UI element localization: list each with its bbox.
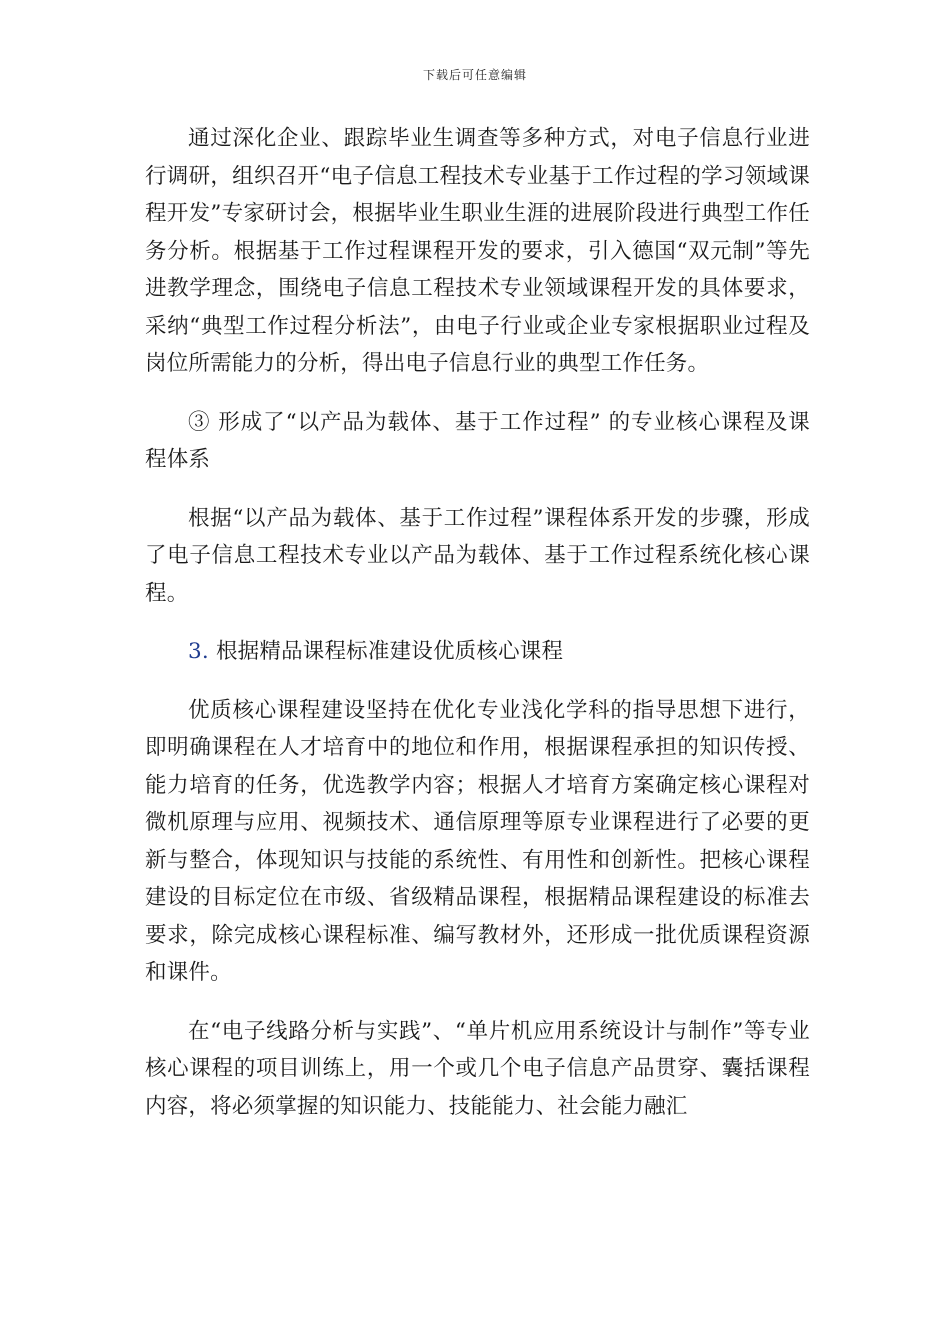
section-heading-text: 根据精品课程标准建设优质核心课程 <box>215 639 564 664</box>
paragraph-core-curriculum-item: ③ 形成了“以产品为载体、基于工作过程” 的专业核心课程及课程体系 <box>145 409 810 472</box>
paragraph-curriculum-system: 根据“以产品为载体、基于工作过程”课程体系开发的步骤，形成了电子信息工程技术专业以产品为载体、基于工作过程系统化核心课程。 <box>145 505 810 606</box>
paragraph-quality-courses: 优质核心课程建设坚持在优化专业浅化学科的指导思想下进行，即明确课程在人才培育中的地位和作用，根据课程承担的知识传授、能力培育的任务，优选教学内容；根据人才培育方案确定核心课程对微机原理与应用、视频技术、通信原理等原专业课程进行了必要的更新与整合，体现知识与技能的系统性、有用性和创新性。把核心课程建设的目标定位在市级、省级精品课程，根据精品课程建设的标准去要求，除完成核心课程标准、编写教材外，还形成一批优质课程资源和课件。 <box>145 697 810 985</box>
paragraph-project-training: 在“电子线路分析与实践”、“单片机应用系统设计与制作”等专业核心课程的项目训练上，用一个或几个电子信息产品贯穿、囊括课程内容，将必须掌握的知识能力、技能能力、社会能力融汇 <box>145 1018 810 1119</box>
page-header: 下载后可任意编辑 <box>422 68 527 82</box>
document-body <box>145 120 810 1146</box>
section-number: 3. <box>188 639 209 664</box>
paragraph-research: 通过深化企业、跟踪毕业生调查等多种方式，对电子信息行业进行调研，组织召开“电子信息工程技术专业基于工作过程的学习领域课程开发”专家研讨会，根据毕业生职业生涯的进展阶段进行典型工作任务分析。根据基于工作过程课程开发的要求，引入德国“双元制”等先进教学理念，围绕电子信息工程技术专业领域课程开发的具体要求，采纳“典型工作过程分析法”，由电子行业或企业专家根据职业过程及岗位所需能力的分析，得出电子信息行业的典型工作任务。 <box>145 126 810 376</box>
section-heading <box>145 633 810 671</box>
